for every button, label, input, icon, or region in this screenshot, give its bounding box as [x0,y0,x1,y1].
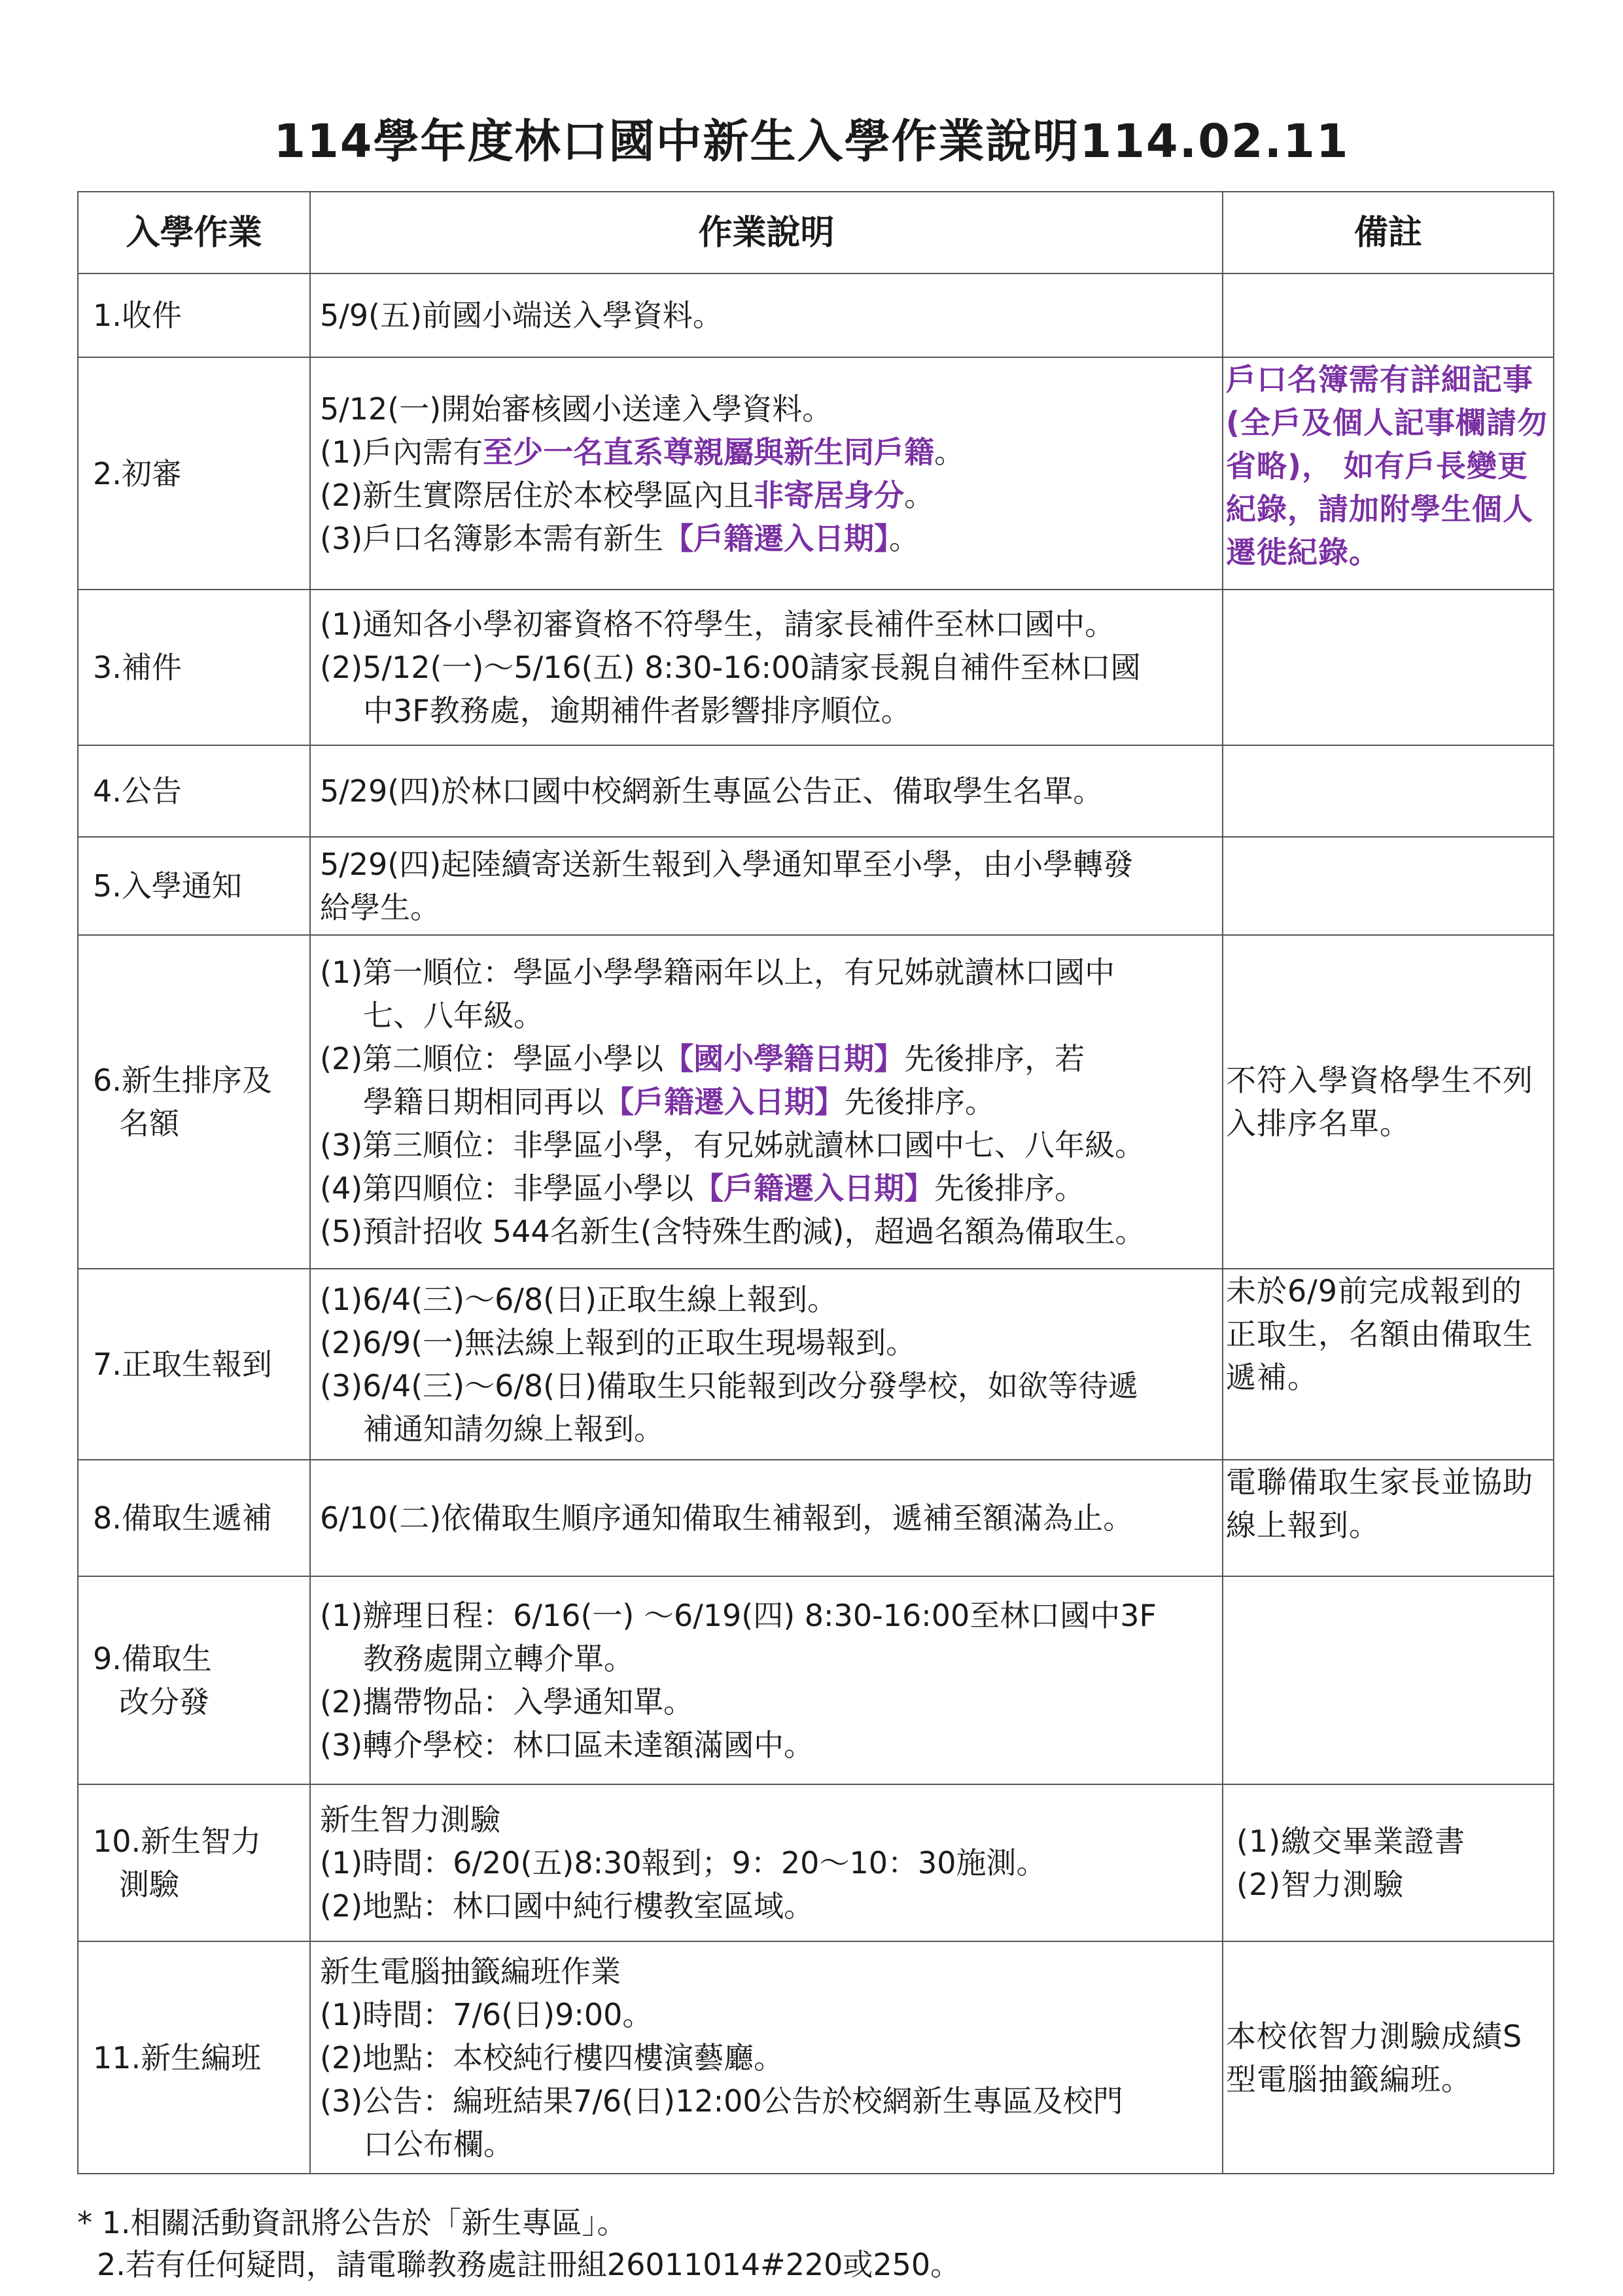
note-cell [1223,745,1554,837]
note-cell [1223,1460,1554,1576]
task-cell [78,1460,310,1576]
task-label: 8.備取生遞補 [93,1500,272,1536]
header-desc: 作業說明 [310,192,1223,274]
description-line: 5/9(五)前國小端送入學資料。 [320,298,723,333]
description-cell [310,745,1223,837]
note-cell [1223,274,1554,357]
description-line: (1)辦理日程：6/16(一) ～6/19(四) 8:30-16:00至林口國中3F [320,1598,1157,1633]
description-cell [310,1941,1223,2174]
highlight-text: 非寄居身分 [754,477,905,513]
highlight-text: 至少一名直系尊親屬與新生同戶籍 [483,434,935,470]
footnote-1: * 1.相關活動資訊將公告於「新生專區」。 [77,2205,627,2240]
description-line: (1)第一順位：學區小學學籍兩年以上，有兄姊就讀林口國中 [320,955,1115,990]
table-row [78,357,1554,590]
description-line: (2)地點：林口國中純行樓教室區域。 [320,1888,814,1924]
description-line: (1)時間：7/6(日)9:00。 [320,1996,653,2032]
task-label: 3.補件 [93,650,182,685]
table-row [78,590,1554,745]
task-label: 測驗 [119,1867,179,1902]
description-line: 新生智力測驗 [320,1802,500,1837]
description-line [320,1037,1213,1080]
task-label: 5.入學通知 [93,868,242,904]
highlight-text: 【戶籍遷入日期】 [693,1171,935,1206]
note-cell [1223,357,1554,590]
note-text: 戶口名簿需有詳細記事(全戶及個人記事欄請勿省略)， 如有戶長變更紀錄，請加附學生個人遷徙紀錄。 [1226,362,1548,570]
note-text: 未於6/9前完成報到的正取生，名額由備取生遞補。 [1226,1273,1533,1395]
task-label: 10.新生智力 [93,1824,262,1859]
table-row [78,935,1554,1269]
text-segment: 。 [934,434,965,470]
header-note: 備註 [1223,192,1554,274]
task-label: 2.初審 [93,455,182,491]
description-line: (1)時間：6/20(五)8:30報到；9：20～10：30施測。 [320,1845,1047,1881]
table-row [78,1269,1554,1460]
text-segment: (3)戶口名簿影本需有新生 [320,520,664,556]
text-segment: 先後排序，若 [904,1041,1085,1076]
table-row [78,1941,1554,2174]
task-label: 4.公告 [93,773,182,809]
task-cell [78,590,310,745]
description-line: 5/12(一)開始審核國小送達入學資料。 [320,391,833,427]
task-cell [78,357,310,590]
description-cell [310,1460,1223,1576]
note-text: 不符入學資格學生不列入排序名單。 [1226,1063,1533,1141]
text-segment: 先後排序。 [934,1171,1085,1206]
description-line: (3)6/4(三)～6/8(日)備取生只能報到改分發學校，如欲等待遞 [320,1368,1139,1404]
task-cell [78,837,310,935]
description-line: (1)6/4(三)～6/8(日)正取生線上報到。 [320,1282,838,1317]
note-text: 電聯備取生家長並協助線上報到。 [1226,1464,1533,1543]
header-task: 入學作業 [78,192,310,274]
description-line: (2)5/12(一)～5/16(五) 8:30-16:00請家長親自補件至林口國 [320,650,1141,685]
description-line: 教務處開立轉介單。 [363,1641,634,1676]
page-title: 114學年度林口國中新生入學作業說明114.02.11 [273,115,1350,168]
task-cell [78,1784,310,1941]
task-label: 6.新生排序及 [93,1063,272,1098]
text-segment: (4)第四順位：非學區小學以 [320,1171,694,1206]
footnotes [77,2202,960,2286]
highlight-text: 【國小學籍日期】 [663,1041,905,1076]
description-line [320,1167,1213,1210]
description-cell [310,837,1223,935]
description-cell [310,1269,1223,1460]
table-row [78,745,1554,837]
description-line [320,474,1213,517]
task-cell [78,745,310,837]
description-line: 新生電腦抽籤編班作業 [320,1953,621,1989]
task-label: 名額 [119,1106,179,1141]
table-row [78,1460,1554,1576]
task-cell [78,935,310,1269]
description-line: (3)第三順位：非學區小學，有兄姊就讀林口國中七、八年級。 [320,1127,1145,1163]
description-cell [310,590,1223,745]
note-cell [1223,837,1554,935]
task-label: 1.收件 [93,298,182,333]
header-row [78,192,1554,274]
table-row [78,1576,1554,1784]
task-cell [78,274,310,357]
highlight-text: 【戶籍遷入日期】 [604,1084,845,1120]
description-line [320,431,1213,474]
description-line: 補通知請勿線上報到。 [363,1411,664,1447]
task-label: 9.備取生 [93,1641,212,1676]
text-segment: 學籍日期相同再以 [363,1084,604,1120]
text-segment: 。 [889,520,920,556]
description-line: (2)6/9(一)無法線上報到的正取生現場報到。 [320,1325,916,1360]
description-line: (5)預計招收 544名新生(含特殊生酌減)，超過名額為備取生。 [320,1214,1145,1249]
task-cell [78,1269,310,1460]
description-cell [310,1784,1223,1941]
description-line: 5/29(四)於林口國中校網新生專區公告正、備取學生名單。 [320,773,1104,809]
task-label: 7.正取生報到 [93,1347,272,1382]
task-cell [78,1941,310,2174]
text-segment: 先後排序。 [845,1084,995,1120]
description-line: 中3F教務處，逾期補件者影響排序順位。 [363,693,911,728]
text-segment: (1)戶內需有 [320,434,483,470]
description-line: 口公布欄。 [363,2126,514,2162]
table-row [78,274,1554,357]
table-row [78,837,1554,935]
note-text: 本校依智力測驗成績S型電腦抽籤編班。 [1226,2018,1523,2097]
description-line: (2)地點：本校純行樓四樓演藝廳。 [320,2040,784,2075]
task-cell [78,1576,310,1784]
description-cell [310,1576,1223,1784]
description-line: 5/29(四)起陸續寄送新生報到入學通知單至小學，由小學轉發 [320,847,1134,882]
note-cell [1223,590,1554,745]
footnote-2: 2.若有任何疑問，請電聯教務處註冊組26011014#220或250。 [97,2247,961,2282]
task-label: 11.新生編班 [93,2040,262,2075]
description-line: 七、八年級。 [363,998,544,1033]
description-line: 6/10(二)依備取生順序通知備取生補報到，遞補至額滿為止。 [320,1500,1134,1536]
description-line [320,1080,1213,1123]
description-line: (1)通知各小學初審資格不符學生，請家長補件至林口國中。 [320,607,1115,642]
table-row [78,1784,1554,1941]
description-cell [310,935,1223,1269]
admission-table [77,191,1554,2174]
note-text: (1)繳交畢業證書 (2)智力測驗 [1236,1824,1466,1902]
task-label: 改分發 [119,1684,209,1720]
text-segment: 。 [904,477,935,513]
text-segment: (2)新生實際居住於本校學區內且 [320,477,754,513]
description-line: 給學生。 [320,890,440,925]
note-cell [1223,935,1554,1269]
note-cell [1223,1941,1554,2174]
description-line: (2)攜帶物品：入學通知單。 [320,1684,694,1720]
note-cell [1223,1269,1554,1460]
description-line [320,517,1213,560]
text-segment: (2)第二順位：學區小學以 [320,1041,664,1076]
note-cell [1223,1784,1554,1941]
description-line: (3)轉介學校：林口區未達額滿國中。 [320,1727,814,1763]
note-cell [1223,1576,1554,1784]
description-cell [310,274,1223,357]
description-line: (3)公告：編班結果7/6(日)12:00公告於校網新生專區及校門 [320,2083,1123,2119]
description-cell [310,357,1223,590]
highlight-text: 【戶籍遷入日期】 [663,520,890,556]
